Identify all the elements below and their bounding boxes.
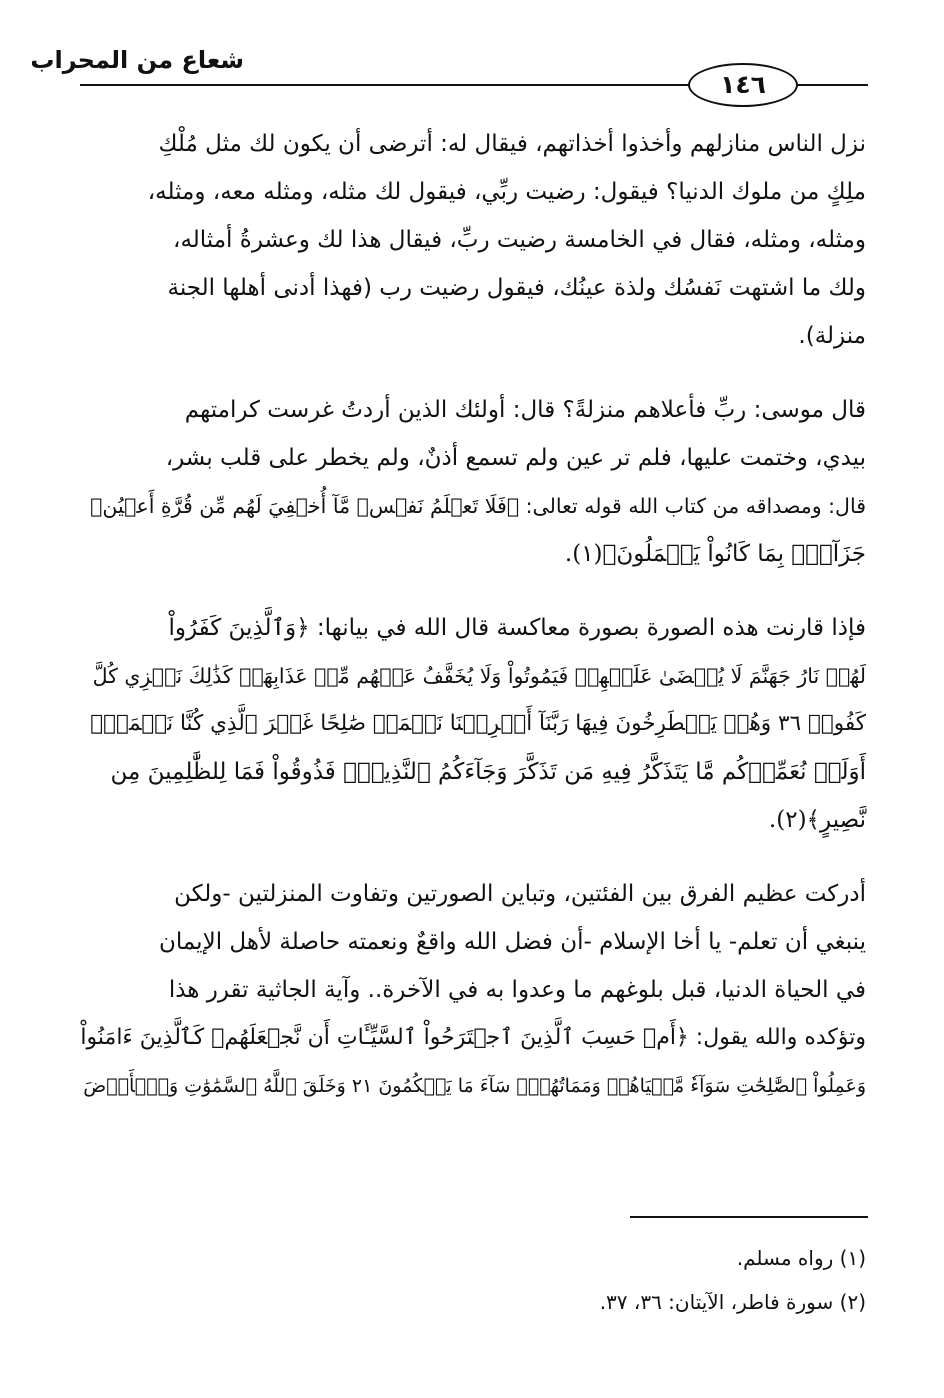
quran-line: وَعَمِلُواْ ٱلصَّٰلِحَٰتِ سَوَآءٗ مَّحۡيَاهُمۡ وَمَمَاتُهُمۡۚ سَآءَ مَا يَحۡكُمُونَ ٢١ وَخَلَقَ ٱللَّهُ ٱلسَّمَٰوَٰتِ وَٱلۡأَرۡضَ — [83, 1075, 866, 1097]
text-line: قال: ومصداقه من كتاب الله قوله تعالى: ﴿فَلَا تَعۡلَمُ نَفۡسٞ مَّآ أُخۡفِيَ لَهُم مِّن قُرَّةِ أَعۡيُنٖ — [90, 494, 866, 518]
quran-line: جَزَآءَۢ بِمَا كَانُواْ يَعۡمَلُونَ﴾(١). — [564, 541, 866, 567]
text-line: ينبغي أن تعلم- يا أخا الإسلام -أن فضل الله واقعٌ ونعمته حاصلة لأهل الإيمان — [158, 929, 866, 955]
running-head-title: شعاع من المحراب — [30, 46, 244, 74]
paragraph — [80, 870, 866, 1110]
text-line: بيدي، وختمت عليها، فلم تر عين ولم تسمع أذنٌ، ولم يخطر على قلب بشر، — [165, 445, 866, 471]
footnote-rule — [630, 1216, 868, 1218]
quran-line: لَهُمۡ نَارُ جَهَنَّمَ لَا يُقۡضَىٰ عَلَيۡهِمۡ فَيَمُوتُواْ وَلَا يُخَفَّفُ عَنۡهُم مِّنۡ عَذَابِهَاۚ كَذَٰلِكَ نَجۡزِي كُلَّ — [92, 664, 866, 688]
quran-line: كَفُورٖ ٣٦ وَهُمۡ يَصۡطَرِخُونَ فِيهَا رَبَّنَآ أَخۡرِجۡنَا نَعۡمَلۡ صَٰلِحًا غَيۡرَ ٱلَّذِي كُنَّا نَعۡمَلُۚ — [90, 711, 866, 736]
text-line: منزلة). — [798, 323, 866, 349]
text-line: ومثله، ومثله، فقال في الخامسة رضيت ربِّ، فيقال هذا لك وعشرةُ أمثاله، — [173, 227, 866, 253]
paragraph — [80, 386, 866, 578]
page-number: ١٤٦ — [688, 63, 798, 107]
main-text — [80, 120, 866, 1110]
footnotes — [80, 1236, 866, 1324]
text-line: ملِكٍ من ملوك الدنيا؟ فيقول: رضيت ربِّي، فيقول لك مثله، ومثله معه، ومثله، — [147, 179, 866, 205]
text-line: نزل الناس منازلهم وأخذوا أخذاتهم، فيقال له: أترضى أن يكون لك مثل مُلْكِ — [158, 131, 866, 157]
paragraph — [80, 120, 866, 360]
quran-line: نَّصِيرٍ﴾(٢). — [768, 807, 866, 833]
text-line: في الحياة الدنيا، قبل بلوغهم ما وعدوا به في الآخرة.. وآية الجاثية تقرر هذا — [168, 977, 866, 1003]
footnote: (١) رواه مسلم. — [736, 1246, 866, 1270]
text-line: أدركت عظيم الفرق بين الفئتين، وتباين الصورتين وتفاوت المنزلتين -ولكن — [174, 881, 866, 907]
text-line: قال موسى: ربِّ فأعلاهم منزلةً؟ قال: أولئك الذين أردتُ غرست كرامتهم — [184, 397, 866, 423]
text-line: ولك ما اشتهت نَفسُك ولذة عينُك، فيقول رضيت رب (فهذا أدنى أهلها الجنة — [167, 275, 866, 301]
footnote: (٢) سورة فاطر، الآيتان: ٣٦، ٣٧. — [599, 1290, 866, 1314]
text-line: وتؤكده والله يقول: ﴿أَمۡ حَسِبَ ٱلَّذِينَ ٱجۡتَرَحُواْ ٱلسَّيِّـَٔاتِ أَن نَّجۡعَلَهُمۡ كَٱلَّذِينَ ءَامَنُواْ — [80, 1025, 866, 1050]
text-line: فإذا قارنت هذه الصورة بصورة معاكسة قال الله في بيانها: ﴿وَٱلَّذِينَ كَفَرُواْ — [168, 615, 866, 641]
quran-line: أَوَلَمۡ نُعَمِّرۡكُم مَّا يَتَذَكَّرُ فِيهِ مَن تَذَكَّرَ وَجَآءَكُمُ ٱلنَّذِيرُۖ فَذُوقُواْ فَمَا لِلظَّٰلِمِينَ مِن — [110, 759, 866, 785]
paragraph — [80, 604, 866, 844]
